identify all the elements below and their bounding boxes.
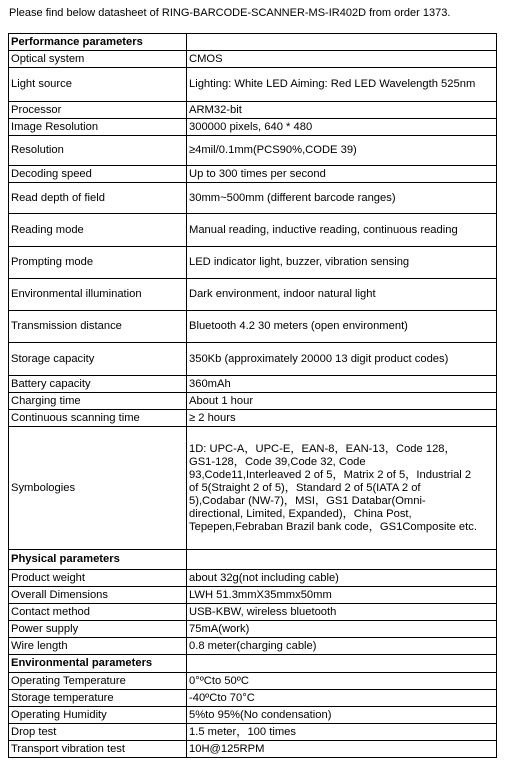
row-label: Transport vibration test (9, 741, 187, 758)
row-label: Battery capacity (9, 376, 187, 393)
section-title: Physical parameters (9, 550, 187, 570)
table-row (9, 247, 497, 279)
table-row (9, 214, 497, 247)
row-label: Optical system (9, 51, 187, 68)
table-row (9, 68, 497, 102)
section-blank-cell (187, 655, 497, 673)
row-label: Symbologies (9, 427, 187, 550)
row-label: Resolution (9, 136, 187, 166)
table-row (9, 102, 497, 119)
table-row (9, 427, 497, 550)
row-label: Processor (9, 102, 187, 119)
row-label: Image Resolution (9, 119, 187, 136)
row-value: LWH 51.3mmX35mmx50mm (187, 587, 497, 604)
section-blank-cell (187, 550, 497, 570)
row-value: LED indicator light, buzzer, vibration sensing (187, 247, 497, 279)
row-value: 300000 pixels, 640 * 480 (187, 119, 497, 136)
row-value: 0.8 meter(charging cable) (187, 638, 497, 655)
row-value: 10H@125RPM (187, 741, 497, 758)
row-label: Read depth of field (9, 183, 187, 214)
row-label: Storage capacity (9, 343, 187, 376)
row-value: 30mm~500mm (different barcode ranges) (187, 183, 497, 214)
row-value: Up to 300 times per second (187, 166, 497, 183)
row-label: Power supply (9, 621, 187, 638)
row-label: Storage temperature (9, 690, 187, 707)
table-row (9, 279, 497, 311)
row-label: Wire length (9, 638, 187, 655)
row-label: Operating Temperature (9, 673, 187, 690)
table-row (9, 136, 497, 166)
row-value: ≥4mil/0.1mm(PCS90%,CODE 39) (187, 136, 497, 166)
section-header-row (9, 34, 497, 51)
section-header-row (9, 655, 497, 673)
datasheet-table (8, 33, 497, 758)
table-row (9, 376, 497, 393)
row-label: Charging time (9, 393, 187, 410)
row-value: CMOS (187, 51, 497, 68)
row-value: Manual reading, inductive reading, continuous reading (187, 214, 497, 247)
table-row (9, 410, 497, 427)
table-row (9, 393, 497, 410)
row-value: 0°ºCto 50ºC (187, 673, 497, 690)
symbologies-value: 1D: UPC-A，UPC-E，EAN-8，EAN-13，Code 128， GS1-128，Code 39,Code 32, Code 93,Code11,Interleaved 2 of 5，Matrix 2 of 5，Industrial 2 of 5(Straight 2 of 5)，Standard 2 of 5(IATA 2 of 5),Codabar (NW-7)，MSI，GS1 Databar(Omni- directional, Limited, Expanded)，China Post, Tepepen,Febraban Brazil bank code，GS1Composite etc. (187, 427, 497, 550)
table-row (9, 673, 497, 690)
row-value: USB-KBW, wireless bluetooth (187, 604, 497, 621)
section-blank-cell (187, 34, 497, 51)
intro-text: Please find below datasheet of RING-BARCODE-SCANNER-MS-IR402D from order 1373. (9, 7, 451, 19)
table-row (9, 621, 497, 638)
row-label: Drop test (9, 724, 187, 741)
table-row (9, 311, 497, 343)
row-label: Light source (9, 68, 187, 102)
row-value: About 1 hour (187, 393, 497, 410)
row-value: -40ºCto 70°C (187, 690, 497, 707)
row-label: Overall Dimensions (9, 587, 187, 604)
row-label: Decoding speed (9, 166, 187, 183)
row-label: Contact method (9, 604, 187, 621)
row-label: Product weight (9, 570, 187, 587)
row-label: Reading mode (9, 214, 187, 247)
row-value: 1.5 meter，100 times (187, 724, 497, 741)
row-label: Operating Humidity (9, 707, 187, 724)
table-row (9, 638, 497, 655)
table-row (9, 690, 497, 707)
row-value: ARM32-bit (187, 102, 497, 119)
table-row (9, 119, 497, 136)
row-value: about 32g(not including cable) (187, 570, 497, 587)
table-row (9, 51, 497, 68)
row-value: Dark environment, indoor natural light (187, 279, 497, 311)
section-title: Performance parameters (9, 34, 187, 51)
table-row (9, 707, 497, 724)
table-row (9, 587, 497, 604)
row-label: Transmission distance (9, 311, 187, 343)
row-value: Bluetooth 4.2 30 meters (open environment) (187, 311, 497, 343)
table-row (9, 343, 497, 376)
section-header-row (9, 550, 497, 570)
table-row (9, 166, 497, 183)
row-value: 5%to 95%(No condensation) (187, 707, 497, 724)
row-value: ≥ 2 hours (187, 410, 497, 427)
row-label: Continuous scanning time (9, 410, 187, 427)
table-row (9, 724, 497, 741)
table-row (9, 570, 497, 587)
table-row (9, 604, 497, 621)
row-value: Lighting: White LED Aiming: Red LED Wavelength 525nm (187, 68, 497, 102)
row-value: 360mAh (187, 376, 497, 393)
row-value: 350Kb (approximately 20000 13 digit product codes) (187, 343, 497, 376)
row-label: Prompting mode (9, 247, 187, 279)
table-row (9, 183, 497, 214)
table-row (9, 741, 497, 758)
row-label: Environmental illumination (9, 279, 187, 311)
row-value: 75mA(work) (187, 621, 497, 638)
section-title: Environmental parameters (9, 655, 187, 673)
